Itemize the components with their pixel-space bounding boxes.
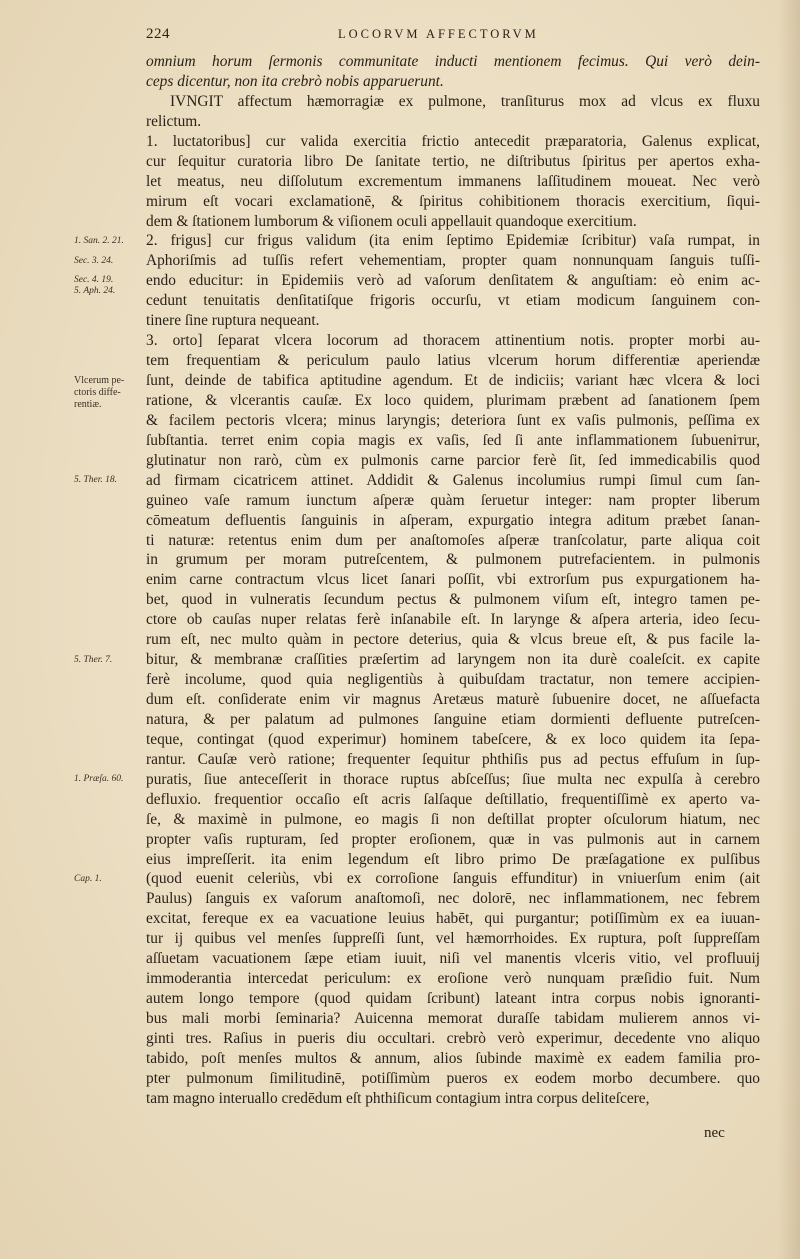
text-line: omnium horum ſermonis communitate inducti mentionem fecimus. Qui verò dein- — [146, 53, 760, 70]
margin-note: 5. Ther. 18. — [74, 474, 118, 485]
text-line: ſubſtantia. terret enim copia magis ex vaſis, ſed ſi ante inflammationem ſubueniтur, — [146, 431, 760, 449]
text-line: natura, & per palatum ad pulmones ſanguine etiam dormienti defluente putreſcen- — [146, 710, 760, 728]
text-line: IVNGIT affectum hæmorragiæ ex pulmone, tranſiturus mox ad vlcus ex fluxu — [170, 92, 760, 110]
text-line: ſe, & maximè in pulmone, eo magis ſi non deſtillat propter oſculorum hiatum, nec — [146, 810, 760, 828]
text-line: excitat, fereque ex ea vacuatione leuius habēt, qui purgantur; potiſſimùm ex ea iuuan- — [146, 910, 760, 928]
text-line: enim carne contractum vlcus licet ſanari poſſit, vbi extrorſum pus expurgationem ha- — [146, 571, 760, 589]
text-line: cur ſequitur curatoria libro De ſanitate tertio, ne diſtributus ſpiritus per apertos exha- — [146, 152, 760, 170]
text-line: Paulus) ſanguis ex vaſorum anaſtomoſi, nec dolorē, nec inflammationem, nec febrem — [146, 890, 760, 908]
text-line: dem & ſtationem lumborum & viſionem oculi appellauit quandoque exercitium. — [146, 212, 637, 230]
text-line: relictum. — [146, 112, 202, 130]
text-line: tem frequentiam & periculum paulo latius vlcerum horum differentiæ aperiendæ — [146, 352, 760, 370]
text-line: bet, quod in vulneratis ſecundum pectus & pulmonem viſum eſt, integro tamen pe- — [146, 591, 760, 609]
text-line: autem longo tempore (quod quidam ſcribunt) lateant intra corpus nobis ignoranti- — [146, 990, 760, 1008]
text-line: (quod euenit celeriùs, vbi ex corroſione ſanguis effunditur) in vniuerſum enim (ait — [146, 870, 760, 888]
text-line: tabido, poſt menſes multos & annum, alios ſubinde maximè ex eadem familia pro- — [146, 1049, 760, 1067]
text-line: cedunt tenuitatis denſitatiſque frigoris occurſu, vt etiam modicum ſanguinem con- — [146, 292, 760, 310]
margin-note: 1. Præſa. 60. — [74, 774, 124, 785]
text-line: tur ij quibus vel menſes ſuppreſſi ſunt, vel hæmorrhoides. Ex ruptura, poſt ſuppreſſam — [146, 930, 760, 948]
text-line: ctore ob cauſas nuper relatas ferè inſanabile eſt. In larynge & aſpera arteria, ideo ſecu- — [146, 611, 760, 629]
text-line: mirum eſt vocari exclamationē, & ſpiritus cohibitionem thoracis exercitium, ſiqui- — [146, 192, 760, 210]
text-line: let meatus, neu diſſolutum excrementum immanens laſſitudinem moueat. Nec verò — [146, 172, 760, 190]
text-line: bus mali morbi ſeminaria? Auicenna memorat duraſſe tabidam mulierem annos vi- — [146, 1010, 760, 1027]
margin-note: Cap. 1. — [74, 873, 102, 884]
text-line: glutinatur non rarò, cùm ex pulmonis carne parcior ferè ſit, ſed immedicabilis quod — [146, 451, 760, 469]
margin-note: Sec. 3. 24. — [74, 255, 114, 266]
body-text — [146, 52, 760, 1109]
text-line: ad firmam cicatricem attinet. Addidit & Galenus incolumius rumpi ſimul cum ſan- — [146, 471, 760, 489]
text-line: dum eſt. conſiderate enim vir magnus Aretæus maturè ſubuenire docet, ne aſſuefacta — [146, 691, 760, 708]
margin-note: 5. Aph. 24. — [74, 286, 116, 297]
text-line: cōmeatum defluentis ſanguinis in aſperam, expurgatio integra aditum præbet ſanan- — [146, 511, 760, 529]
text-line: ceps dicentur, non ita crebrò nobis apparuerunt. — [146, 72, 444, 90]
text-line: rum eſt, nec multo quàm in pectore deterius, quia & vlcus breue eſt, & pus facile la- — [146, 631, 760, 649]
text-line: 2. frigus] cur frigus validum (ita enim ſeptimo Epidemiæ ſcribitur) vaſa rumpat, in — [146, 232, 760, 250]
text-line: ſunt, deinde de tabifica aptitudine agendum. Et de indiciis; variant hæc vlcera & loci — [146, 372, 760, 389]
running-head: LOCORVM AFFECTORVM — [338, 27, 539, 41]
margin-note: Sec. 4. 19. — [74, 275, 114, 286]
text-line: tinere ſine ruptura nequeant. — [146, 312, 320, 330]
text-line: 1. luctatoribus] cur valida exercitia frictio antecedit præparatoria, Galenus explicat, — [146, 132, 760, 150]
margin-note: rentiæ. — [74, 399, 102, 411]
margin-note: Vlcerum pe- — [74, 375, 125, 387]
text-line: teque, contingat (quod experimur) hominem tabeſcere, & ex loco quidem ita ſepa- — [146, 730, 760, 748]
text-line: defluxio. frequentior occaſio eſt acris ſalſaque deſtillatio, frequentiſſimè ex aperto va- — [146, 790, 760, 808]
text-line: 3. orto] ſeparat vlcera locorum ad thoracem attinentium notis. propter morbi au- — [146, 332, 760, 350]
text-line: immoderantia intercedat periculum: ex eroſione verò nunquam præſidio fuit. Num — [146, 970, 760, 988]
text-line: guineo vaſe ramum iunctum aſperæ quàm ſeruetur integer: nam propter liberum — [146, 491, 760, 509]
text-line: rantur. Cauſæ verò ratione; frequenter ſequitur phthiſis pus ad pectus effuſum in ſup- — [146, 750, 760, 768]
text-line: ginti tres. Raſius in pueris diu occultari. crebrò verò experimur, decedente vno aliquo — [146, 1029, 760, 1047]
text-line: eius impreſſerit. ita enim legendum eſt libro primo De præſagatione ex pulſibus — [146, 850, 760, 868]
text-line: propter vaſis rupturam, ſed propter eroſionem, quæ in vas pulmonis aut in carnem — [146, 830, 760, 848]
text-line: bitur, & membranæ craſſities præſertim ad laryngem non ita durè coaleſcit. ex capite — [146, 651, 760, 669]
margin-note: ctoris diffe- — [74, 387, 121, 399]
catchword: nec — [704, 1125, 725, 1141]
margin-note: 5. Ther. 7. — [74, 654, 113, 665]
text-line: tam magno interuallo credēdum eſt phthiſicum contagium intra corpus deliteſcere, — [146, 1089, 650, 1107]
text-line: pter pulmonum ſimilitudinē, potiſſimùm pueros ex eodem morbo decumbere. quo — [146, 1069, 760, 1087]
text-line: ti naturæ: retentus enim dum per anaſtomoſes aſperæ tranſcolatur, parte aliqua coit — [146, 531, 760, 549]
text-line: aſſuetam vacuationem ſæpe etiam iuuit, niſi vel manentis vlceris vitio, vel profluuij — [146, 950, 760, 968]
text-line: in grumum per moram putreſcentem, & pulmonem putrefacientem. in pulmonis — [146, 551, 760, 569]
text-line: & facilem pectoris vlcera; minus laryngis; deteriora ſunt ex vaſis pulmonis, peſſima ex — [146, 411, 760, 429]
text-line: ferè incolume, quod quia negligentiùs à quibuſdam tractatur, non temere accipien- — [146, 671, 760, 689]
margin-note: 1. San. 2. 21. — [74, 235, 124, 246]
text-line: puratis, ſiue anteceſſerit in thorace ruptus abſceſſus; ſiue multa nec expulſa à cerebro — [146, 770, 760, 788]
text-line: ratione, & vlcerantis cauſæ. Ex loco quidem, plurimam præbent ad ſanationem ſpem — [146, 391, 760, 409]
text-line: endo educitur: in Epidemiis verò ad vaſorum denſitatem & anguſtiam: eò enim ac- — [146, 272, 760, 290]
page-number: 224 — [146, 26, 170, 42]
text-line: Aphoriſmis ad tuſſis refert vehementiam, propter quam nonnunquam ſanguis tuſſi- — [146, 252, 760, 270]
page-header — [146, 22, 762, 44]
